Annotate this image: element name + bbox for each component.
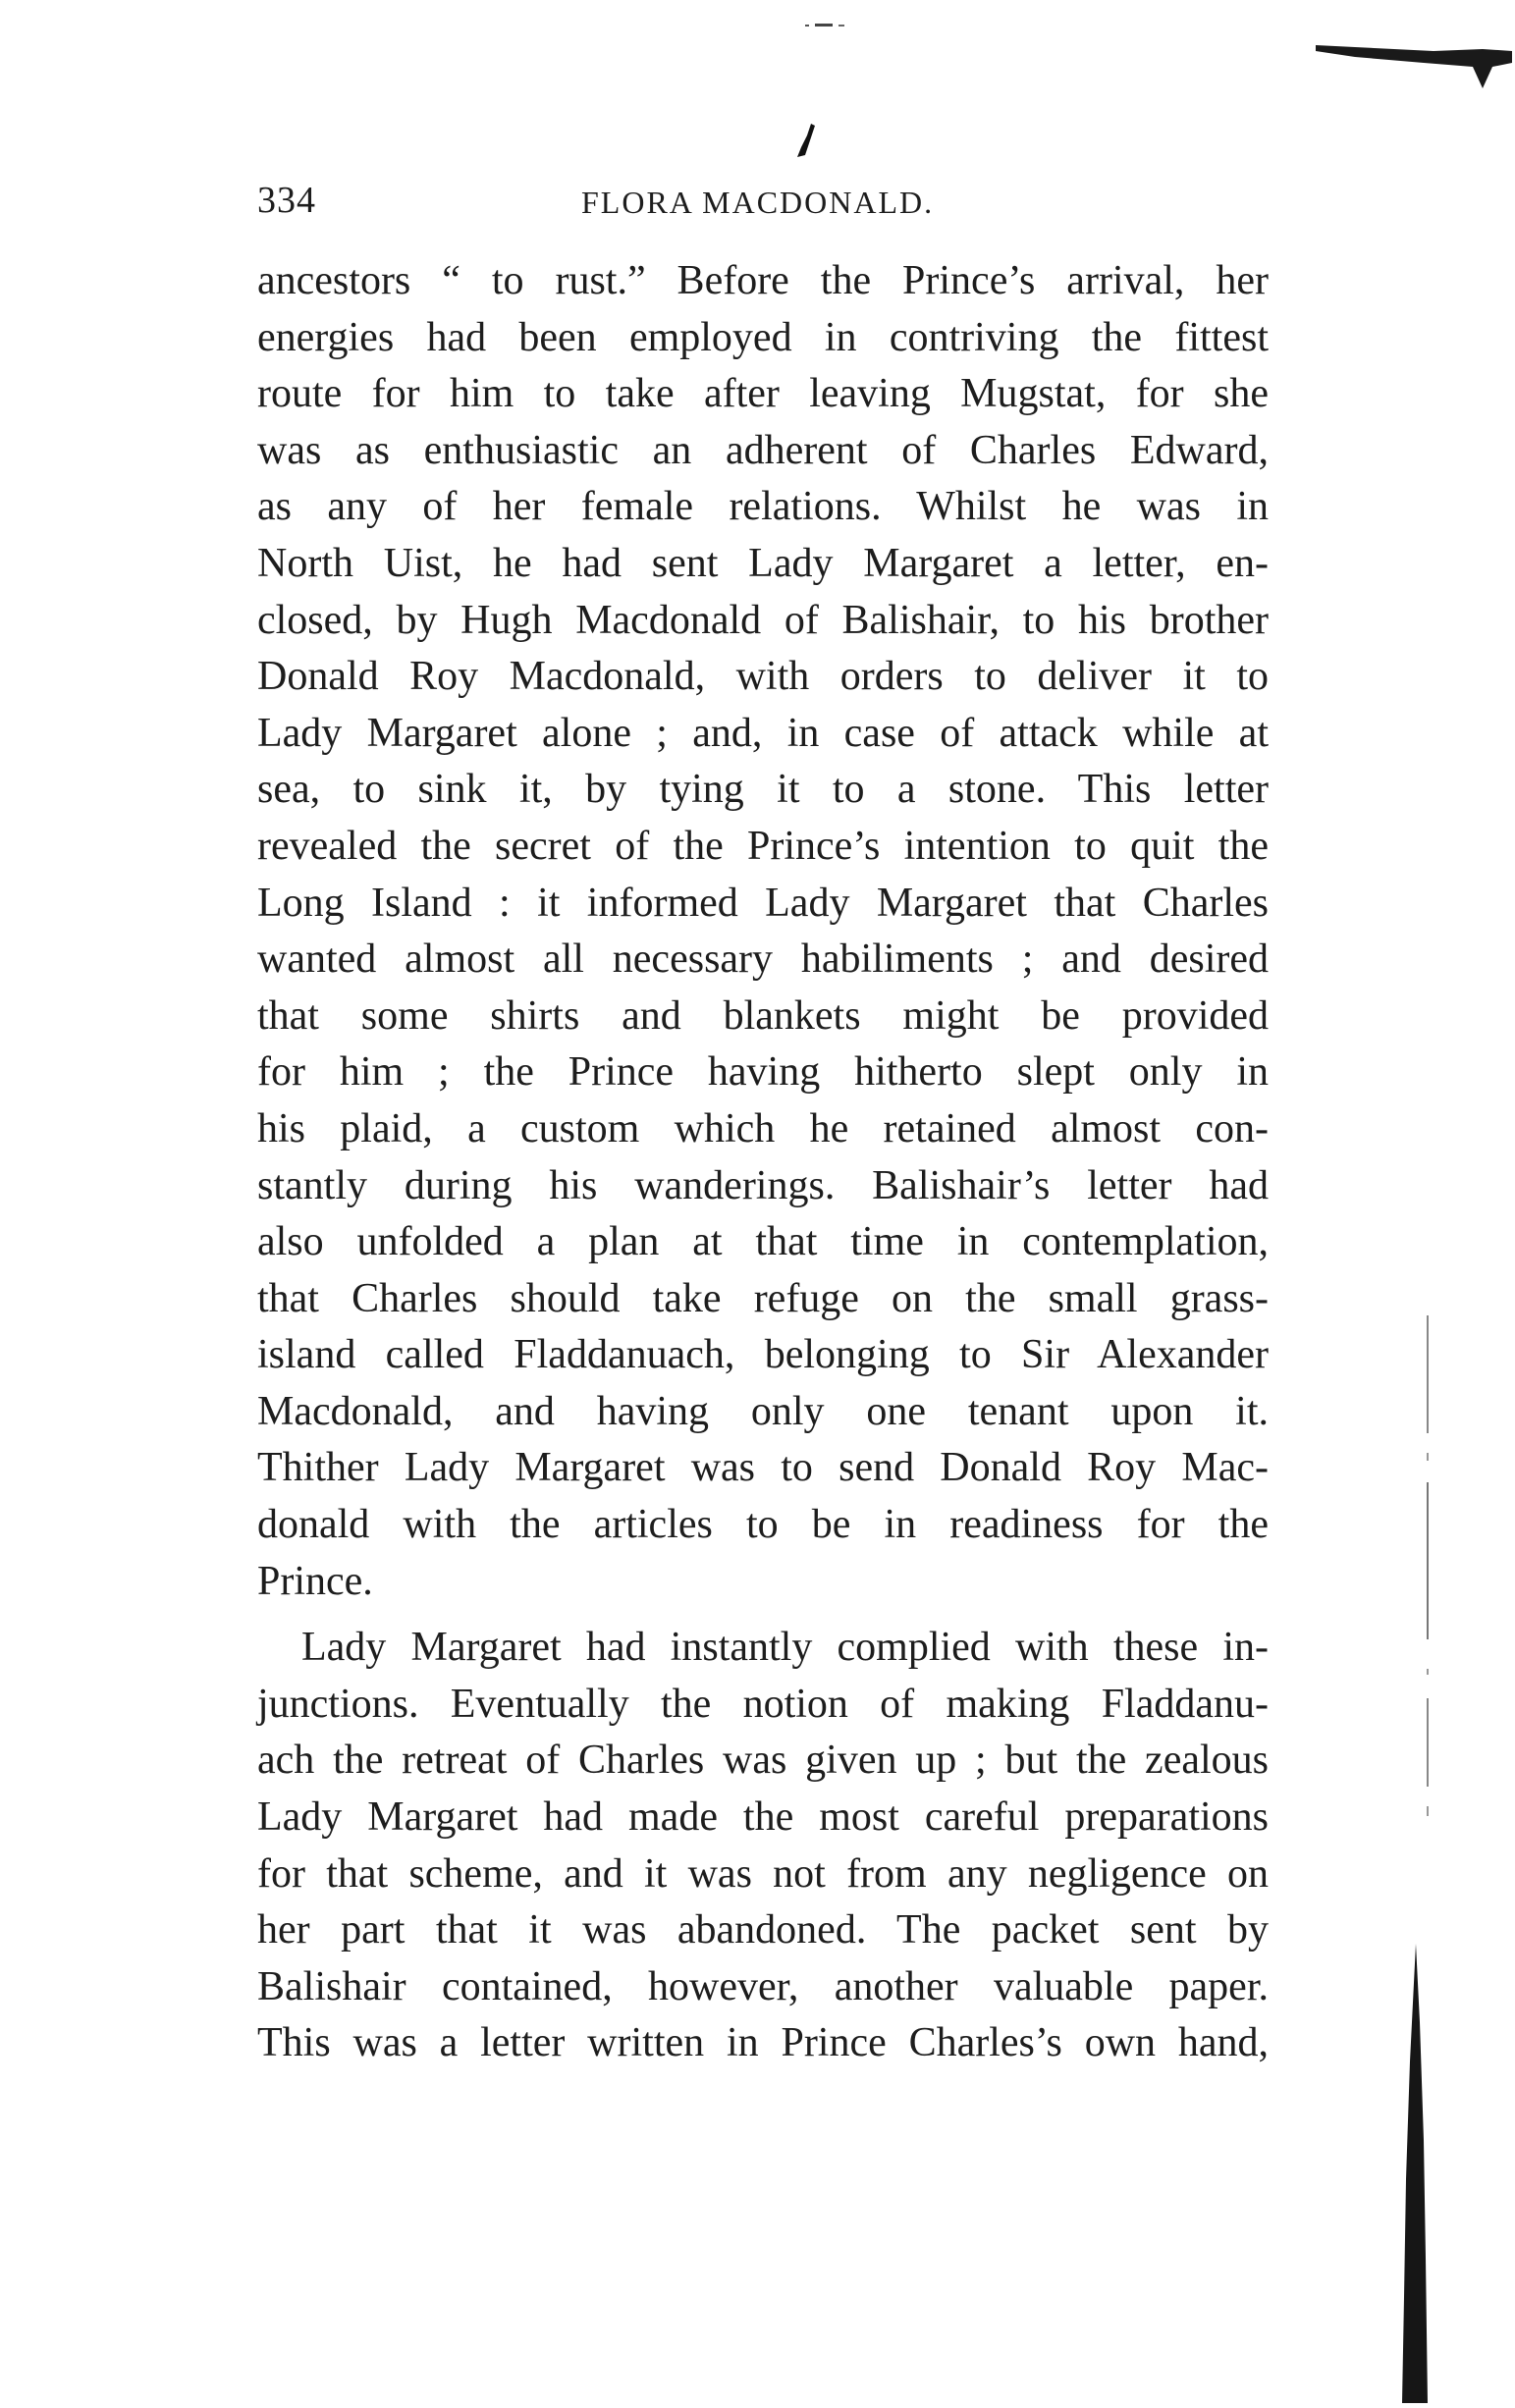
page-edge-shadow-top [1316, 27, 1512, 96]
text-line: Lady Margaret had made the most careful preparations [257, 1794, 1269, 1841]
ink-speck [793, 122, 823, 161]
text-line: ancestors “ to rust.” Before the Prince’s arrival, her [257, 258, 1269, 303]
text-line: donald with the articles to be in readiness for the [257, 1502, 1269, 1548]
text-line: Lady Margaret had instantly complied with these in- [301, 1625, 1269, 1671]
paragraph [257, 253, 1269, 1610]
text-line: Long Island : it informed Lady Margaret that Charles [257, 880, 1269, 926]
paragraph-gap [257, 1610, 1269, 1620]
scan-speck-top [805, 18, 864, 27]
text-line: that some shirts and blankets might be provided [257, 992, 1269, 1039]
text-line: was as enthusiastic an adherent of Charles Edward, [257, 427, 1269, 473]
text-line: for him ; the Prince having hitherto slept only in [257, 1049, 1269, 1096]
text-line: Donald Roy Macdonald, with orders to deliver it to [257, 654, 1269, 700]
body-text [257, 253, 1269, 2072]
paragraph [257, 1620, 1269, 2072]
text-line: Balishair contained, however, another valuable paper. [257, 1963, 1269, 2009]
page-number: 334 [257, 180, 316, 221]
text-line: ach the retreat of Charles was given up ; but the zealous [257, 1738, 1269, 1784]
text-line: closed, by Hugh Macdonald of Balishair, to his brother [257, 597, 1269, 643]
text-line: island called Fladdanuach, belonging to Sir Alexander [257, 1332, 1269, 1378]
text-line: stantly during his wanderings. Balishair’s letter had [257, 1162, 1269, 1208]
text-line: Prince. [257, 1558, 373, 1604]
text-line: his plaid, a custom which he retained almost con- [257, 1105, 1269, 1151]
text-line: Thither Lady Margaret was to send Donald Roy Mac- [257, 1445, 1269, 1491]
text-line: revealed the secret of the Prince’s intention to quit the [257, 823, 1269, 869]
text-line: for that scheme, and it was not from any negligence on [257, 1850, 1269, 1897]
running-head [257, 179, 1269, 238]
text-line: also unfolded a plan at that time in contemplation, [257, 1219, 1269, 1265]
text-line: as any of her female relations. Whilst he was in [257, 484, 1269, 530]
text-line: North Uist, he had sent Lady Margaret a letter, en- [257, 540, 1269, 586]
text-line: route for him to take after leaving Mugstat, for she [257, 371, 1269, 417]
text-line: wanted almost all necessary habiliments ; and desired [257, 936, 1269, 983]
running-title: FLORA MACDONALD. [581, 185, 935, 220]
text-line: Macdonald, and having only one tenant upon it. [257, 1388, 1269, 1434]
text-line: junctions. Eventually the notion of making Fladdanu- [257, 1681, 1269, 1727]
text-line: sea, to sink it, by tying it to a stone. This letter [257, 767, 1269, 813]
text-line: that Charles should take refuge on the small grass- [257, 1275, 1269, 1321]
text-line: energies had been employed in contriving the fittest [257, 314, 1269, 360]
text-line: Lady Margaret alone ; and, in case of attack while at [257, 710, 1269, 756]
page-edge-dots [1424, 1315, 1434, 1826]
text-line: This was a letter written in Prince Charles’s own hand, [257, 2020, 1269, 2066]
page-edge-shadow-bottom [1394, 1944, 1434, 2403]
text-line: her part that it was abandoned. The packet sent by [257, 1907, 1269, 1953]
